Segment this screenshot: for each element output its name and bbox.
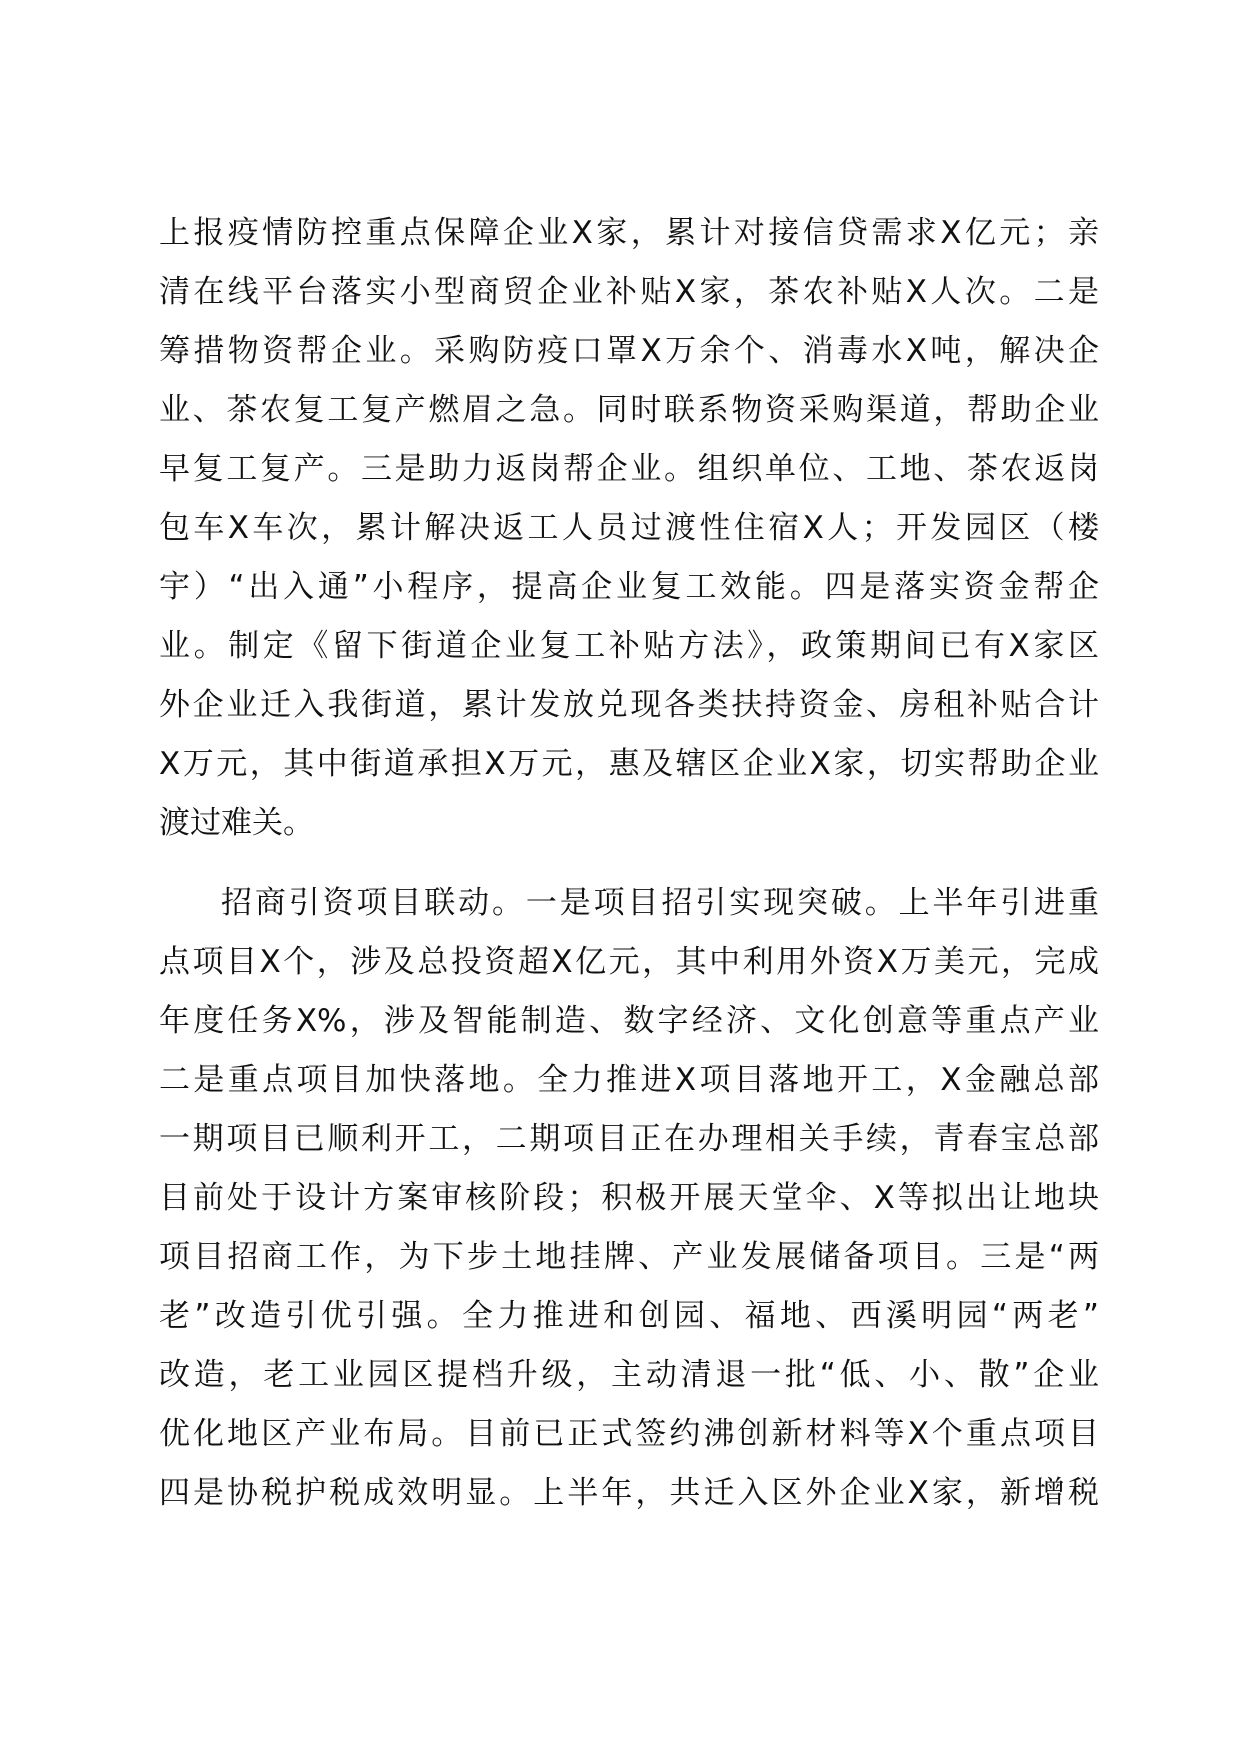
paragraph-line: 目前处于设计方案审核阶段；积极开展天堂伞、X等拟出让地块	[159, 1180, 1099, 1216]
paragraph-line: 二是重点项目加快落地。全力推进X项目落地开工，X金融总部	[159, 1062, 1099, 1098]
paragraph-line: 一期项目已顺利开工，二期项目正在办理相关手续，青春宝总部	[159, 1121, 1099, 1157]
paragraph-investment-projects	[159, 874, 1099, 1523]
paragraph-line: 年度任务X%，涉及智能制造、数字经济、文化创意等重点产业	[159, 1003, 1099, 1039]
paragraph-line: 清在线平台落实小型商贸企业补贴X家，茶农补贴X人次。二是	[159, 274, 1099, 310]
paragraph-line: 四是协税护税成效明显。上半年，共迁入区外企业X家，新增税	[159, 1475, 1099, 1511]
paragraph-line: 改造，老工业园区提档升级，主动清退一批“低、小、散”企业	[159, 1357, 1099, 1393]
paragraph-line: 上报疫情防控重点保障企业X家，累计对接信贷需求X亿元；亲	[159, 215, 1099, 251]
paragraph-line: 项目招商工作，为下步土地挂牌、产业发展储备项目。三是“两	[159, 1239, 1099, 1275]
paragraph-enterprise-support	[159, 204, 1099, 853]
paragraph-line: 业、茶农复工复产燃眉之急。同时联系物资采购渠道，帮助企业	[159, 392, 1099, 428]
paragraph-line: 外企业迁入我街道，累计发放兑现各类扶持资金、房租补贴合计	[159, 687, 1099, 723]
paragraph-line: 早复工复产。三是助力返岗帮企业。组织单位、工地、茶农返岗	[159, 451, 1099, 487]
paragraph-line: 宇）“出入通”小程序，提高企业复工效能。四是落实资金帮企	[159, 569, 1099, 605]
paragraph-line: 老”改造引优引强。全力推进和创园、福地、西溪明园“两老”	[159, 1298, 1099, 1334]
paragraph-line: 业。制定《留下街道企业复工补贴方法》，政策期间已有X家区	[159, 628, 1099, 664]
paragraph-line: 筹措物资帮企业。采购防疫口罩X万余个、消毒水X吨，解决企	[159, 333, 1099, 369]
paragraph-line: 渡过难关。	[159, 805, 314, 841]
paragraph-line: 招商引资项目联动。一是项目招引实现突破。上半年引进重	[221, 885, 1099, 921]
paragraph-line: 包车X车次，累计解决返工人员过渡性住宿X人；开发园区（楼	[159, 510, 1099, 546]
paragraph-line: 点项目X个，涉及总投资超X亿元，其中利用外资X万美元，完成	[159, 944, 1099, 980]
paragraph-line: 优化地区产业布局。目前已正式签约沸创新材料等X个重点项目	[159, 1416, 1099, 1452]
paragraph-line: X万元，其中街道承担X万元，惠及辖区企业X家，切实帮助企业	[159, 746, 1099, 782]
